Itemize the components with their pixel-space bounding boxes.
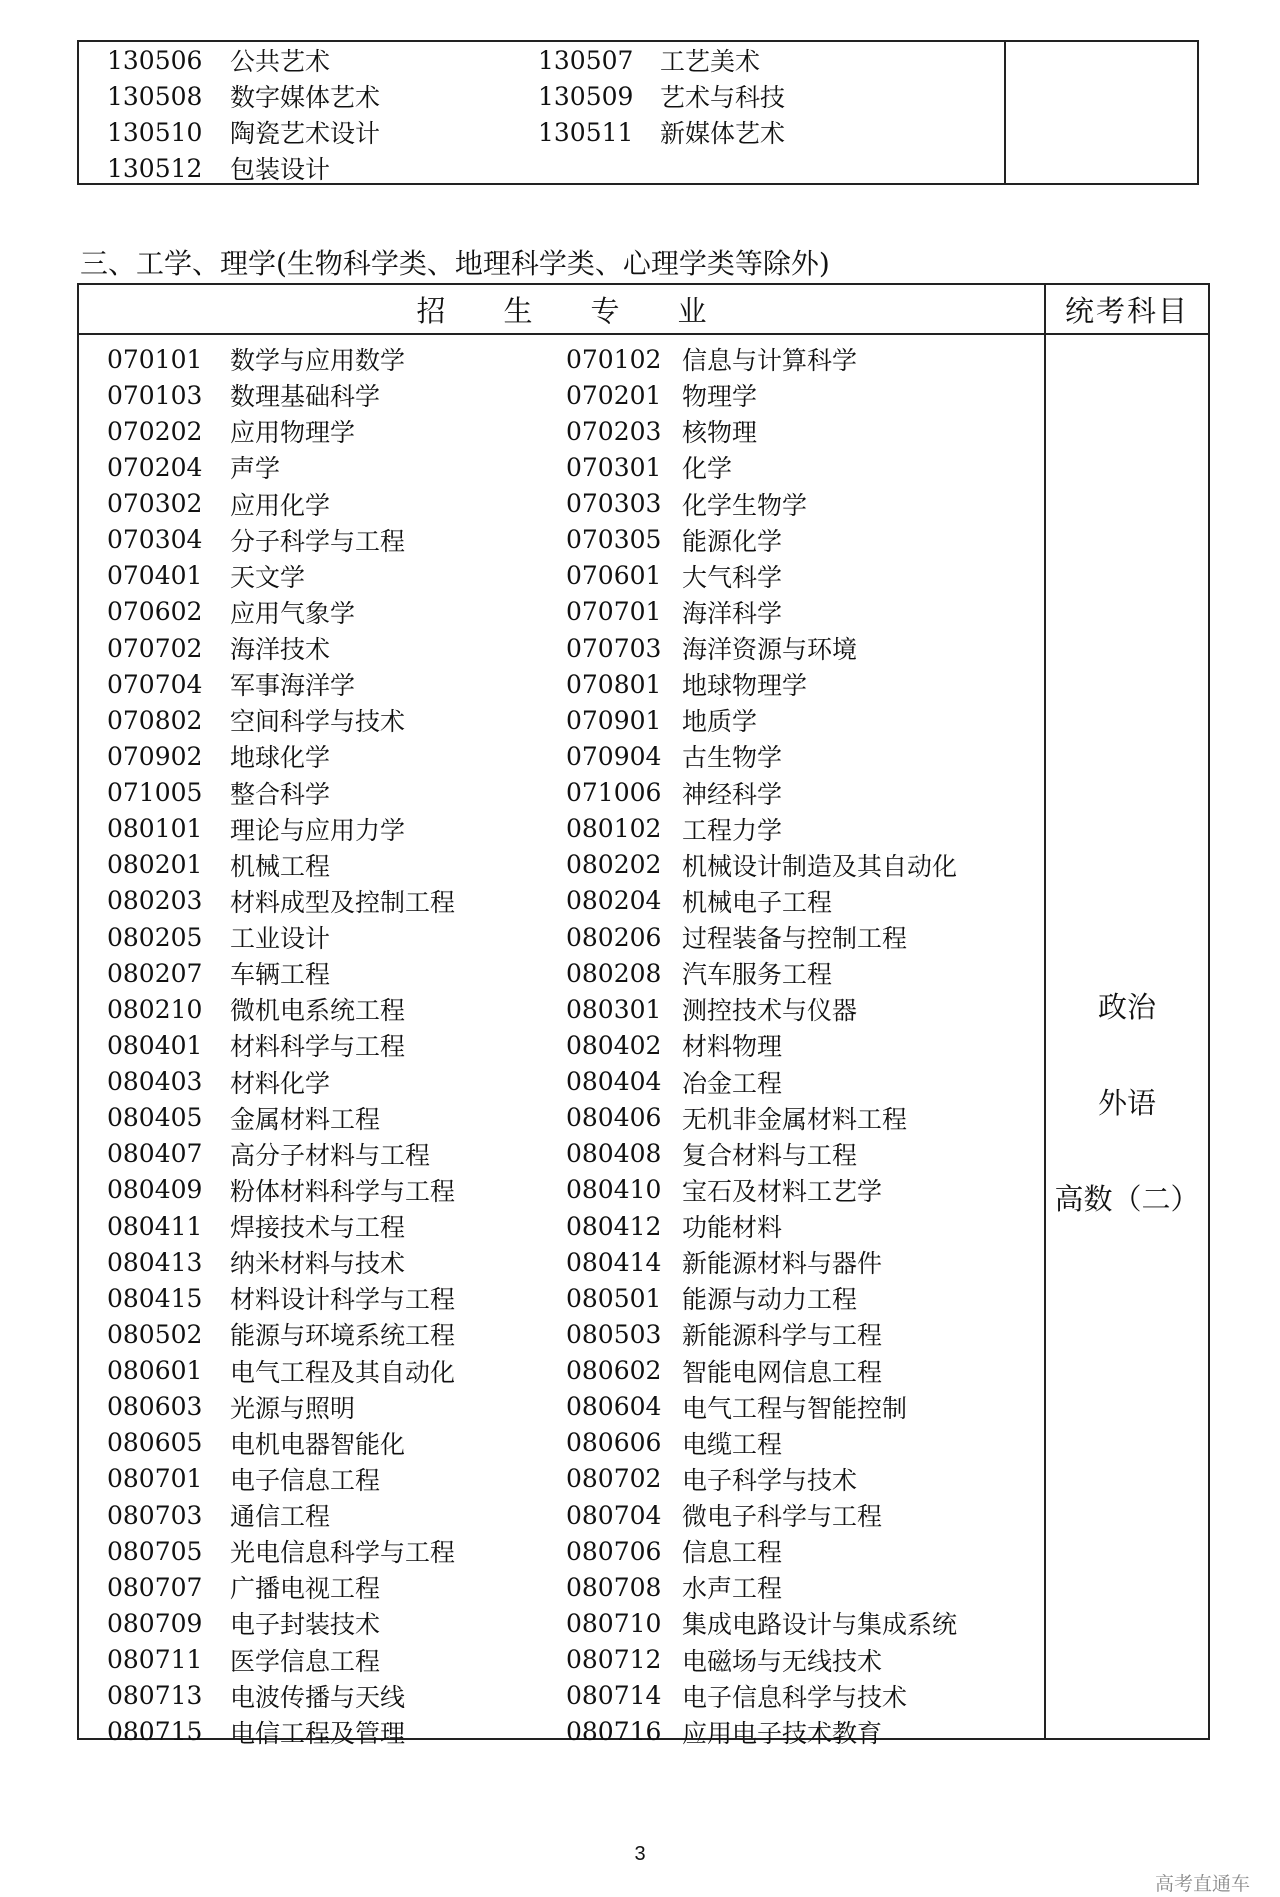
major-code: 130508 [107,81,203,111]
major-name: 机械设计制造及其自动化 [682,851,958,881]
major-name: 车辆工程 [230,960,331,990]
table-row [107,1136,1012,1172]
major-name: 过程装备与控制工程 [682,924,908,954]
major-name: 公共艺术 [230,47,331,76]
exam-subjects [1046,985,1208,1273]
major-name: 电信工程及管理 [230,1718,406,1748]
table-row [107,1497,1012,1533]
major-name: 功能材料 [682,1213,783,1243]
table-row [107,594,1012,630]
major-name: 集成电路设计与集成系统 [682,1610,958,1640]
major-name: 材料设计科学与工程 [230,1285,456,1315]
major-name: 数字媒体艺术 [230,83,381,112]
table-row [107,413,1012,449]
major-code: 130511 [538,117,634,147]
major-code: 080404 [566,1067,662,1097]
major-name: 冶金工程 [682,1068,783,1098]
major-name: 信息与计算科学 [682,346,858,376]
major-code: 070203 [566,416,662,446]
major-code: 080401 [107,1030,203,1060]
major-name: 古生物学 [682,743,783,773]
major-table [77,283,1210,1748]
table-row [107,150,960,186]
table-row [107,738,1012,774]
table-row [107,377,1012,413]
major-code: 080411 [107,1211,203,1241]
major-code: 070302 [107,489,203,519]
major-code: 070304 [107,525,203,555]
major-name: 海洋科学 [682,598,783,628]
table-row [107,1208,1012,1244]
major-name: 纳米材料与技术 [230,1249,406,1279]
major-name: 化学 [682,454,733,484]
table-row [107,666,1012,702]
major-code: 080102 [566,814,662,844]
table-row [107,486,1012,522]
major-name: 金属材料工程 [230,1104,381,1134]
major-code: 080606 [566,1428,662,1458]
major-name: 无机非金属材料工程 [682,1104,908,1134]
major-name: 粉体材料科学与工程 [230,1176,456,1206]
table-row [107,1605,1012,1641]
major-name: 机械电子工程 [682,887,833,917]
major-code: 080709 [107,1608,203,1638]
major-name: 材料化学 [230,1068,331,1098]
major-code: 070704 [107,669,203,699]
major-name: 神经科学 [682,779,783,809]
major-code: 070103 [107,380,203,410]
major-name: 核物理 [682,418,758,448]
major-name: 工业设计 [230,924,331,954]
major-name: 宝石及材料工艺学 [682,1176,883,1206]
major-name: 电气工程与智能控制 [682,1393,908,1423]
major-code: 080502 [107,1319,203,1349]
major-name: 能源与动力工程 [682,1285,858,1315]
table-row [107,1027,1012,1063]
table-row [107,630,1012,666]
table-row [107,1714,1012,1750]
major-code: 070601 [566,561,662,591]
table-row [107,42,960,78]
header-major: 招生专业 [416,293,765,328]
top-table-rows [107,42,960,186]
major-code: 080208 [566,958,662,988]
major-name: 陶瓷艺术设计 [230,119,381,148]
major-code: 070701 [566,597,662,627]
major-code: 080602 [566,1356,662,1386]
major-name: 电子信息工程 [230,1465,381,1495]
major-name: 光源与照明 [230,1393,356,1423]
major-name: 能源与环境系统工程 [230,1321,456,1351]
major-name: 材料物理 [682,1032,783,1062]
table-row [107,1678,1012,1714]
major-code: 080702 [566,1464,662,1494]
page-number: 3 [634,1843,646,1865]
major-code: 070902 [107,741,203,771]
table-row [107,558,1012,594]
major-name: 地球物理学 [682,671,808,701]
table-row [107,1064,1012,1100]
major-code: 070204 [107,452,203,482]
major-code: 080201 [107,850,203,880]
major-name: 医学信息工程 [230,1646,381,1676]
major-code: 080714 [566,1681,662,1711]
table-row [107,78,960,114]
major-code: 080412 [566,1211,662,1241]
table-row [107,1642,1012,1678]
table-row [107,114,960,150]
major-name: 能源化学 [682,526,783,556]
major-code: 080605 [107,1428,203,1458]
major-name: 空间科学与技术 [230,707,406,737]
major-name: 测控技术与仪器 [682,996,858,1026]
subject-advanced-math: 高数（二） [1054,1182,1200,1216]
section-title: 三、工学、理学(生物科学类、地理科学类、心理学类等除外) [80,247,830,280]
major-code: 130507 [538,45,634,75]
major-code: 130512 [107,153,203,183]
major-name: 新能源材料与器件 [682,1249,883,1279]
major-code: 080410 [566,1175,662,1205]
major-code: 080712 [566,1645,662,1675]
major-code: 080715 [107,1717,203,1747]
major-code: 070602 [107,597,203,627]
major-name: 广播电视工程 [230,1574,381,1604]
major-name: 信息工程 [682,1538,783,1568]
major-code: 080415 [107,1283,203,1313]
major-code: 070703 [566,633,662,663]
watermark: 高考直通车 [1154,1873,1250,1895]
major-code: 080403 [107,1067,203,1097]
major-code: 070901 [566,705,662,735]
major-code: 080405 [107,1103,203,1133]
major-name: 新媒体艺术 [660,119,786,148]
major-name: 智能电网信息工程 [682,1357,883,1387]
subject-foreign-language: 外语 [1097,1086,1156,1120]
major-code: 080713 [107,1681,203,1711]
major-name: 声学 [230,454,281,484]
major-name: 电波传播与天线 [230,1682,406,1712]
major-code: 080601 [107,1356,203,1386]
major-name: 电气工程及其自动化 [230,1357,456,1387]
major-name: 电缆工程 [682,1429,783,1459]
major-code: 130510 [107,117,203,147]
major-code: 071006 [566,778,662,808]
major-code: 130509 [538,81,634,111]
major-name: 包装设计 [230,155,331,184]
table-row [107,1461,1012,1497]
major-code: 080301 [566,994,662,1024]
top-table-column-divider [1004,42,1006,183]
major-code: 080206 [566,922,662,952]
major-code: 080406 [566,1103,662,1133]
table-row [107,702,1012,738]
major-code: 080207 [107,958,203,988]
major-name: 水声工程 [682,1574,783,1604]
major-code: 080408 [566,1139,662,1169]
major-code: 070202 [107,416,203,446]
header-divider [79,333,1208,335]
table-row [107,1569,1012,1605]
major-code: 080101 [107,814,203,844]
major-code: 080205 [107,922,203,952]
major-name: 地球化学 [230,743,331,773]
major-name: 机械工程 [230,851,331,881]
major-code: 070301 [566,452,662,482]
major-table-rows [107,341,1012,1750]
major-name: 应用电子技术教育 [682,1718,883,1748]
major-code: 080716 [566,1717,662,1747]
major-code: 080705 [107,1536,203,1566]
major-name: 应用物理学 [230,418,356,448]
major-code: 080703 [107,1500,203,1530]
major-name: 工艺美术 [660,47,761,76]
major-name: 天文学 [230,562,306,592]
major-name: 物理学 [682,382,758,412]
table-row [107,991,1012,1027]
major-name: 微机电系统工程 [230,996,406,1026]
major-code: 070101 [107,344,203,374]
major-code: 070201 [566,380,662,410]
major-code: 080603 [107,1392,203,1422]
major-name: 数理基础科学 [230,382,381,412]
major-code: 080202 [566,850,662,880]
major-code: 070305 [566,525,662,555]
top-table [77,40,1199,185]
table-row [107,811,1012,847]
major-code: 080402 [566,1030,662,1060]
major-name: 分子科学与工程 [230,526,406,556]
table-row [107,847,1012,883]
major-code: 080706 [566,1536,662,1566]
table-row [107,775,1012,811]
major-name: 电子信息科学与技术 [682,1682,908,1712]
table-row [107,1389,1012,1425]
major-name: 焊接技术与工程 [230,1213,406,1243]
major-code: 080414 [566,1247,662,1277]
table-row [107,1353,1012,1389]
major-name: 应用化学 [230,490,331,520]
major-code: 080501 [566,1283,662,1313]
major-code: 080204 [566,886,662,916]
major-name: 电磁场与无线技术 [682,1646,883,1676]
major-name: 应用气象学 [230,598,356,628]
major-name: 艺术与科技 [660,83,786,112]
major-code: 080704 [566,1500,662,1530]
major-code: 080701 [107,1464,203,1494]
table-row [107,1425,1012,1461]
major-code: 070401 [107,561,203,591]
table-row [107,883,1012,919]
table-row [107,1316,1012,1352]
major-name: 复合材料与工程 [682,1140,858,1170]
table-row [107,919,1012,955]
table-row [107,522,1012,558]
major-code: 070802 [107,705,203,735]
table-row [107,449,1012,485]
table-row [107,1533,1012,1569]
table-row [107,341,1012,377]
major-code: 071005 [107,778,203,808]
table-row [107,1280,1012,1316]
major-name: 通信工程 [230,1502,331,1532]
major-name: 电机电器智能化 [230,1429,406,1459]
major-name: 微电子科学与工程 [682,1502,883,1532]
major-name: 海洋资源与环境 [682,635,858,665]
major-code: 080708 [566,1572,662,1602]
major-code: 080707 [107,1572,203,1602]
major-name: 材料成型及控制工程 [230,887,456,917]
major-name: 工程力学 [682,815,783,845]
major-name: 汽车服务工程 [682,960,833,990]
major-name: 数学与应用数学 [230,346,406,376]
major-name: 材料科学与工程 [230,1032,406,1062]
major-name: 大气科学 [682,562,783,592]
table-row [107,955,1012,991]
major-code: 080413 [107,1247,203,1277]
major-code: 070102 [566,344,662,374]
major-name: 新能源科学与工程 [682,1321,883,1351]
major-code: 130506 [107,45,203,75]
major-name: 电子科学与技术 [682,1465,858,1495]
major-name: 理论与应用力学 [230,815,406,845]
major-name: 地质学 [682,707,758,737]
major-code: 080710 [566,1608,662,1638]
major-code: 070303 [566,489,662,519]
table-row [107,1172,1012,1208]
major-code: 080409 [107,1175,203,1205]
major-code: 080407 [107,1139,203,1169]
major-code: 080604 [566,1392,662,1422]
major-name: 电子封装技术 [230,1610,381,1640]
major-name: 海洋技术 [230,635,331,665]
major-code: 070702 [107,633,203,663]
major-name: 军事海洋学 [230,671,356,701]
major-code: 080503 [566,1319,662,1349]
major-code: 080203 [107,886,203,916]
major-code: 080711 [107,1645,203,1675]
header-subject: 统考科目 [1064,293,1189,328]
major-code: 080210 [107,994,203,1024]
table-row [107,1244,1012,1280]
major-name: 高分子材料与工程 [230,1140,431,1170]
major-name: 化学生物学 [682,490,808,520]
major-code: 070904 [566,741,662,771]
major-name: 整合科学 [230,779,331,809]
major-code: 070801 [566,669,662,699]
table-row [107,1100,1012,1136]
major-name: 光电信息科学与工程 [230,1538,456,1568]
subject-politics: 政治 [1097,990,1156,1024]
